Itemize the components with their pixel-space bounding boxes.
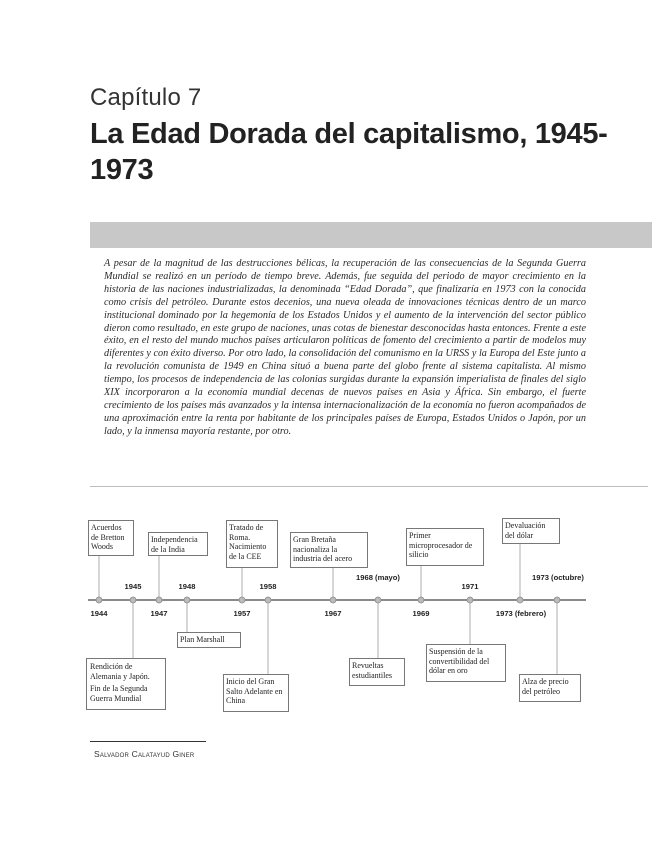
year-1967: 1967 (324, 609, 342, 618)
chapter-abstract: A pesar de la magnitud de las destrucciones bélicas, la recuperación de las consecuencias de la Segunda Guerra Mundial se realizó en un período de tiempo breve. Además, fue seguida del periodo de mayor crecimiento en la historia de las naciones industrializadas, la denominada “Edad Dorada”, que finalizaría en 1973 con la conocida como crisis del petróleo. Durante estos decenios, una nueva oleada de innovaciones técnicas dentro de un marco institucional dominado por la hegemonía de los Estados Unidos y el aumento de la intervención del sector público dieron como resultado, en este grupo de naciones, unas cotas de bienestar desconocidas hasta entonces. Frente a este éxito, en el resto del mundo muchos países articularon políticas de fomento del crecimiento a partir de modelos muy diferentes y con éxito diverso. Por otro lado, la consolidación del comunismo en la URSS y la Europa del Este junto a la revolución comunista de 1949 en China situó a buena parte del globo frente al sistema capitalista. Al mismo tiempo, los procesos de independencia de las colonias surgidas durante la expansión imperialista de finales del siglo XIX incorporaron a la economía mundial decenas de nuevos países en Asia y África. Sin embargo, el fuerte crecimiento de los países más avanzados y la intensa internacionalización de la economía no fueron acompañados de una aproximación entre la renta por habitante de los principales países de Europa, Estados Unidos o Japón, por un lado, y la inmensa mayoría restante, por otro. (104, 258, 586, 437)
tick-1969 (418, 597, 424, 603)
tick-1973-feb (517, 597, 523, 603)
event-tratado-roma: Tratado de Roma. Nacimiento de la CEE (226, 520, 278, 568)
event-rendicion-line2: Fin de la Segunda Guerra Mundial (90, 684, 148, 703)
year-1958: 1958 (259, 582, 277, 591)
year-1971: 1971 (461, 582, 479, 591)
tick-1957 (239, 597, 245, 603)
tick-1967 (330, 597, 336, 603)
year-1948: 1948 (178, 582, 196, 591)
event-plan-marshall: Plan Marshall (177, 632, 241, 648)
tick-1968 (375, 597, 381, 603)
tick-1947 (156, 597, 162, 603)
year-1973-oct: 1973 (octubre) (532, 573, 584, 582)
year-1944: 1944 (90, 609, 108, 618)
year-1969: 1969 (412, 609, 430, 618)
event-microprocesador: Primer microprocesador de silicio (406, 528, 484, 566)
tick-1944 (96, 597, 102, 603)
chapter-label: Capítulo 7 (90, 84, 202, 111)
event-bretton-woods: Acuerdos de Bretton Woods (88, 520, 134, 556)
event-gran-salto: Inicio del Gran Salto Adelante en China (223, 674, 289, 712)
tick-1948 (184, 597, 190, 603)
year-1973-feb: 1973 (febrero) (495, 609, 547, 618)
year-1968: 1968 (mayo) (356, 573, 400, 582)
event-revueltas: Revueltas estudiantiles (349, 658, 405, 686)
event-rendicion-line1: Rendición de Alemania y Japón. (90, 662, 150, 681)
footer-author: Salvador Calatayud Giner (94, 749, 195, 759)
tick-1958 (265, 597, 271, 603)
footer-rule (90, 741, 206, 742)
tick-1971 (467, 597, 473, 603)
event-rendicion (86, 658, 166, 710)
event-convertibilidad: Suspensión de la convertibilidad del dólar en oro (426, 644, 506, 682)
event-india: Independencia de la India (148, 532, 208, 556)
chapter-title: La Edad Dorada del capitalismo, 1945-1973 (90, 118, 608, 186)
year-1945: 1945 (124, 582, 142, 591)
year-1957: 1957 (233, 609, 251, 618)
event-acero: Gran Bretaña nacionaliza la industria del acero (290, 532, 368, 568)
tick-1945 (130, 597, 136, 603)
tick-1973-oct (554, 597, 560, 603)
year-1947: 1947 (150, 609, 168, 618)
event-devaluacion: Devaluación del dólar (502, 518, 560, 544)
event-petroleo: Alza de precio del petróleo (519, 674, 581, 702)
